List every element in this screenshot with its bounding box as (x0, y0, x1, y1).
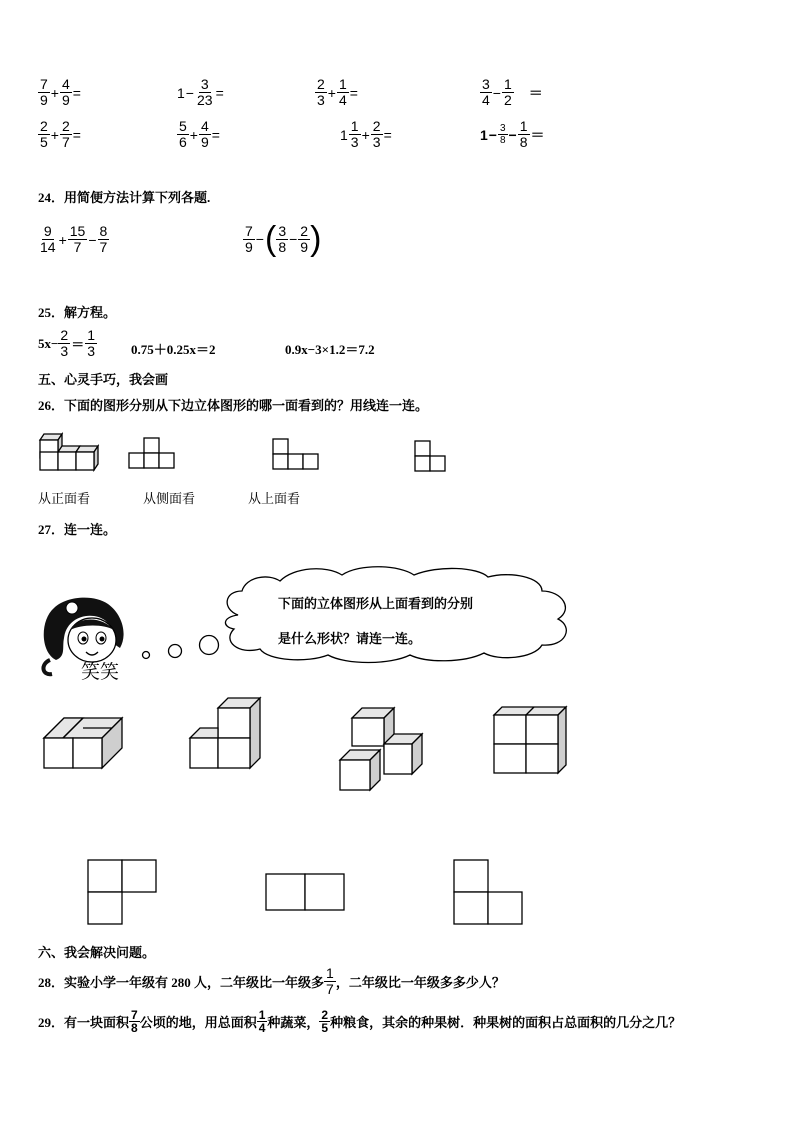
q27-solid-b (188, 696, 264, 772)
calc-2-3: 1 $\frac{1}{3}$ + $\frac{2}{3}$ = (340, 118, 392, 150)
thought-bubble (138, 565, 588, 665)
q26-view-b (271, 437, 321, 471)
q25-eq-3: 0.9x−3×1.2＝7.2 (285, 342, 375, 357)
q27-solid-d (492, 705, 568, 775)
q27-solid-c (338, 704, 424, 794)
q24-title: 24．用简便方法计算下列各题. (38, 190, 211, 205)
calc-2-2: $\frac{5}{6}$ + $\frac{4}{9}$ = (179, 118, 220, 150)
calc-1-4: $\frac{3}{4}$ − $\frac{1}{2}$ ＝ (482, 76, 543, 108)
q26-view-a (128, 436, 178, 470)
girl-name: 笑笑 (81, 662, 120, 683)
q26-view-c (413, 439, 449, 475)
calc-2-1: $\frac{2}{5}$ + $\frac{2}{7}$ = (40, 118, 81, 150)
q28-text: 28．实验小学一年级有 280 人，二年级比一年级多 $\frac{1}{7}$ ，二年级比一年级多多少人？ (38, 965, 505, 997)
q27-title: 27．连一连。 (38, 522, 117, 537)
q24-expr-1: $\frac{9}{14}$ + $\frac{15}{7}$ − $\frac{8}{7}$ (40, 223, 108, 255)
q26-solid-figure (38, 430, 102, 472)
q26-label-top: 从上面看 (248, 491, 301, 506)
q25-title: 25．解方程。 (38, 305, 117, 320)
q29-text: 29．有一块面积 $\frac{7}{8}$ 公顷的地，用总面积 $\frac{1}{4}$ 种蔬菜， $\frac{2}{5}$ 种粮食，其余的种果树．种果树的面积占总面积的几分之几？ (38, 1008, 682, 1035)
section-5-title: 五、心灵手巧，我会画 (38, 372, 169, 387)
q26-title: 26．下面的图形分别从下边立体图形的哪一面看到的？用线连一连。 (38, 398, 429, 413)
calc-1-1: $\frac{7}{9}$ + $\frac{4}{9}$ = (40, 76, 81, 108)
q24-expr-2: $\frac{7}{9}$ − ( $\frac{3}{8}$ − $\frac{2}{9}$ ) (245, 220, 322, 258)
calc-1-3: $\frac{2}{3}$ + $\frac{1}{4}$ = (317, 76, 358, 108)
bubble-line-2: 是什么形状？请连一连。 (278, 631, 422, 646)
section-6-title: 六、我会解决问题。 (38, 945, 156, 960)
q26-label-front: 从正面看 (38, 491, 91, 506)
q27-top-view-a (86, 858, 158, 926)
bubble-line-1: 下面的立体图形从上面看到的分别 (278, 596, 474, 611)
calc-1-2: 1 − $\frac{3}{23}$ = (177, 76, 224, 108)
q25-eq-1: 5x− $\frac{2}{3}$ ＝ $\frac{1}{3}$ (38, 327, 96, 359)
calc-2-4: 1 − $\frac{3}{8}$ − $\frac{1}{8}$ ＝ (480, 118, 545, 150)
q27-top-view-c (452, 858, 526, 926)
q27-top-view-b (264, 872, 348, 912)
q26-label-side: 从侧面看 (143, 491, 196, 506)
q27-solid-a (42, 714, 124, 772)
q25-eq-2: 0.75＋0.25x＝2 (131, 342, 216, 357)
